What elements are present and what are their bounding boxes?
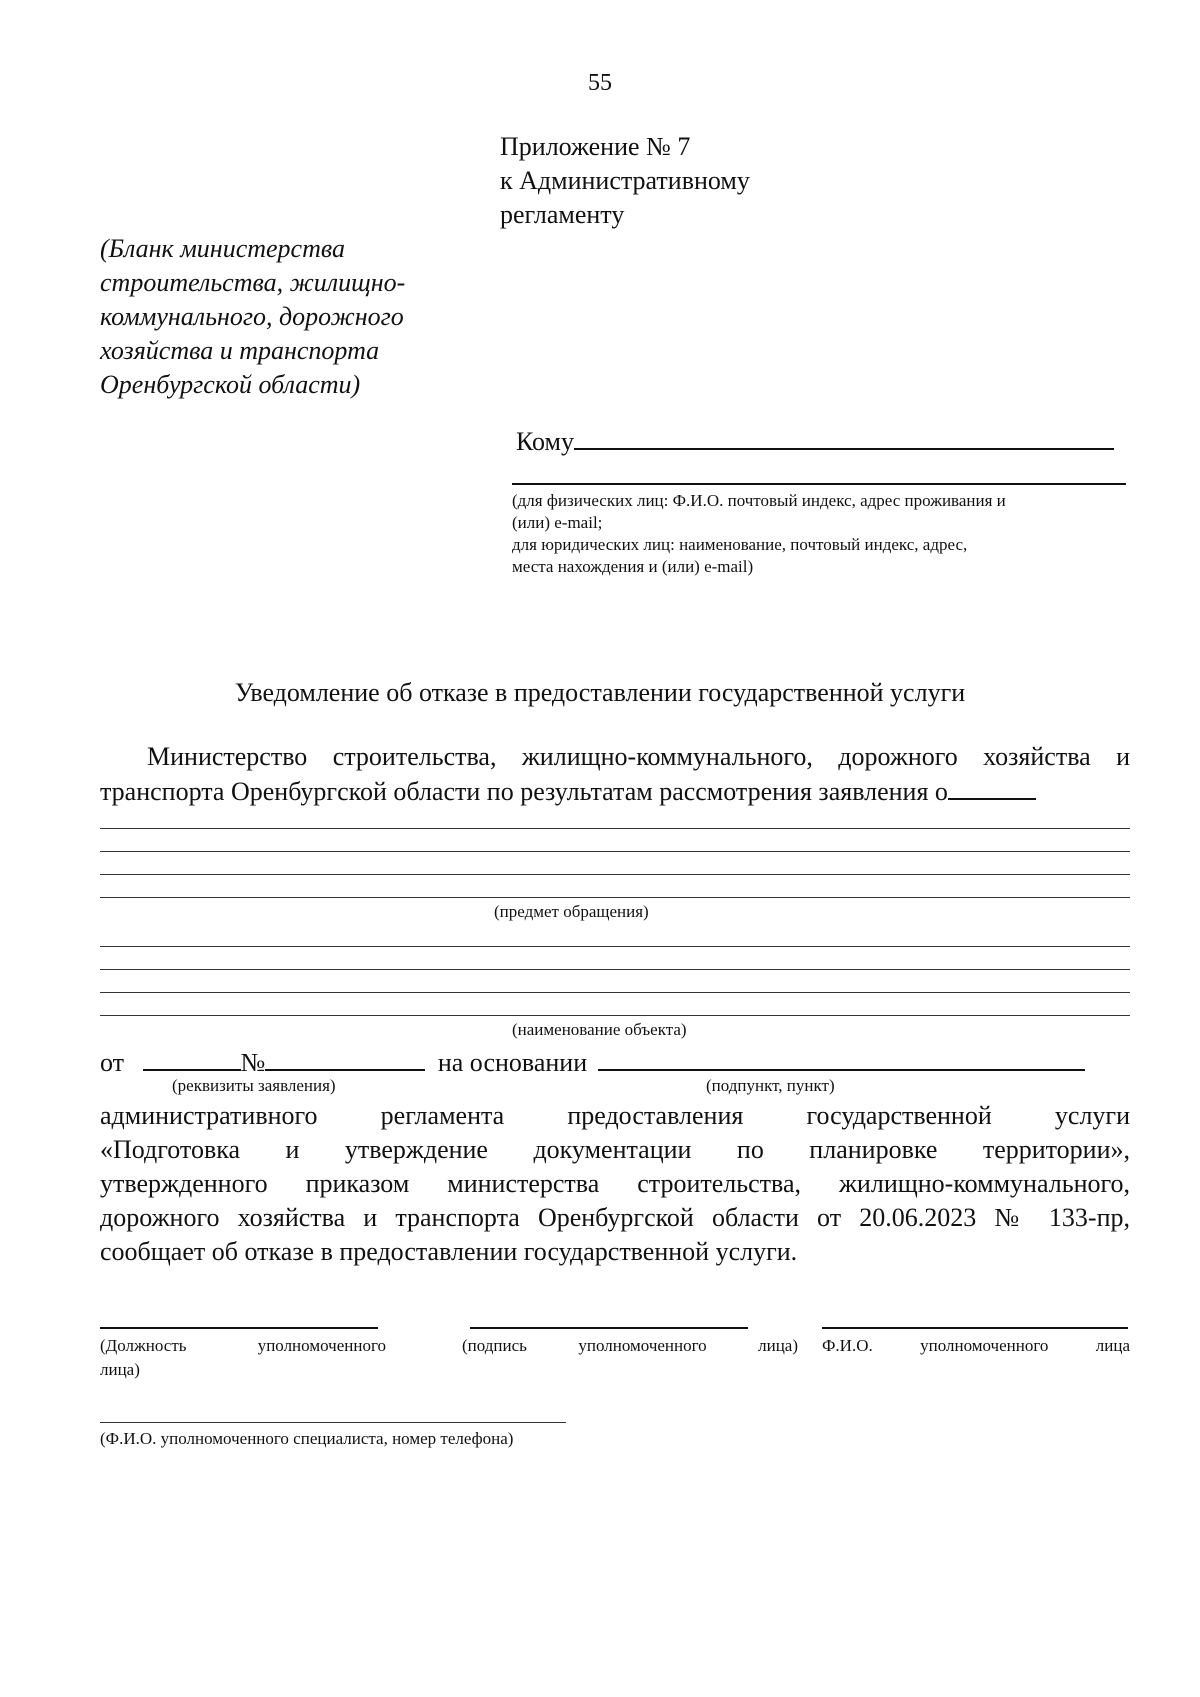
clause-hint: (подпункт, пункт) [706, 1076, 835, 1095]
subject-blank-line[interactable] [100, 851, 1130, 852]
intro-line: транспорта Оренбургской области по результатам рассмотрения заявления о [100, 777, 948, 806]
intro-line: Министерство строительства, жилищно-коммунального, дорожного хозяйства и [147, 742, 1130, 771]
name-label [822, 1334, 1130, 1358]
body-line: административного регламента предоставления государственной услуги [100, 1101, 1130, 1130]
application-date-blank[interactable] [143, 1045, 241, 1071]
position-label [100, 1334, 386, 1382]
appendix-header [500, 130, 750, 232]
object-hint: (наименование объекта) [512, 1020, 687, 1039]
object-blank-line[interactable] [100, 992, 1130, 993]
name-signature-line[interactable] [822, 1327, 1128, 1329]
number-sign: № [240, 1048, 266, 1077]
subject-blank-line[interactable] [100, 897, 1130, 898]
intro-line-wrap [100, 774, 1130, 809]
ministry-blank-note [100, 232, 405, 402]
addressee-hint-line: места нахождения и (или) e-mail) [512, 557, 754, 576]
blank-note-line: Оренбургской области) [100, 370, 361, 399]
name-label-text: Ф.И.О. уполномоченного лица [822, 1336, 1130, 1355]
appendix-line: к Административному [500, 166, 750, 195]
body-paragraph [100, 1099, 1130, 1269]
appendix-line: регламенту [500, 200, 625, 229]
subject-hint: (предмет обращения) [494, 902, 649, 921]
subject-blank-line[interactable] [100, 874, 1130, 875]
blank-note-line: (Бланк министерства [100, 234, 345, 263]
position-label-line: (Должность уполномоченного [100, 1336, 386, 1355]
requisites-row [100, 1045, 1085, 1080]
body-line: утвержденного приказом министерства строительства, жилищно-коммунального, [100, 1169, 1130, 1198]
specialist-line[interactable] [100, 1422, 566, 1423]
object-blank-line[interactable] [100, 946, 1130, 947]
document-title: Уведомление об отказе в предоставлении государственной услуги [234, 678, 966, 707]
from-label: от [100, 1048, 125, 1077]
addressee-label: Кому [516, 427, 575, 456]
signature-label [462, 1334, 798, 1358]
addressee-blank[interactable] [574, 424, 1114, 450]
addressee-hint-line: (или) e-mail; [512, 513, 603, 532]
application-number-blank[interactable] [265, 1045, 425, 1071]
body-line: сообщает об отказе в предоставлении государственной услуги. [100, 1237, 798, 1266]
specialist-label: (Ф.И.О. уполномоченного специалиста, номер телефона) [100, 1429, 514, 1448]
addressee-field[interactable] [516, 424, 1114, 457]
addressee-hint [512, 490, 1006, 578]
intro-paragraph [100, 740, 1130, 809]
object-blank-line[interactable] [100, 1015, 1130, 1016]
requisites-hint: (реквизиты заявления) [172, 1076, 336, 1095]
signature-line[interactable] [470, 1327, 748, 1329]
intro-blank[interactable] [948, 774, 1036, 800]
position-signature-line[interactable] [100, 1327, 378, 1329]
blank-note-line: коммунального, дорожного [100, 302, 404, 331]
appendix-line: Приложение № 7 [500, 132, 691, 161]
blank-note-line: хозяйства и транспорта [100, 336, 380, 365]
page-number: 55 [588, 70, 612, 96]
blank-note-line: строительства, жилищно- [100, 268, 406, 297]
body-line: дорожного хозяйства и транспорта Оренбургской области от 20.06.2023 № 133-пр, [100, 1203, 1130, 1232]
addressee-hint-line: (для физических лиц: Ф.И.О. почтовый индекс, адрес проживания и [512, 491, 1006, 510]
addressee-hint-line: для юридических лиц: наименование, почтовый индекс, адрес, [512, 535, 968, 554]
basis-clause-blank[interactable] [598, 1045, 1085, 1071]
object-blank-line[interactable] [100, 969, 1130, 970]
basis-label: на основании [437, 1048, 588, 1077]
subject-blank-line[interactable] [100, 828, 1130, 829]
signature-label-text: (подпись уполномоченного лица) [462, 1336, 798, 1355]
body-line: «Подготовка и утверждение документации по планировке территории», [100, 1135, 1130, 1164]
position-label-line: лица) [100, 1360, 140, 1379]
addressee-second-blank[interactable] [512, 483, 1126, 485]
